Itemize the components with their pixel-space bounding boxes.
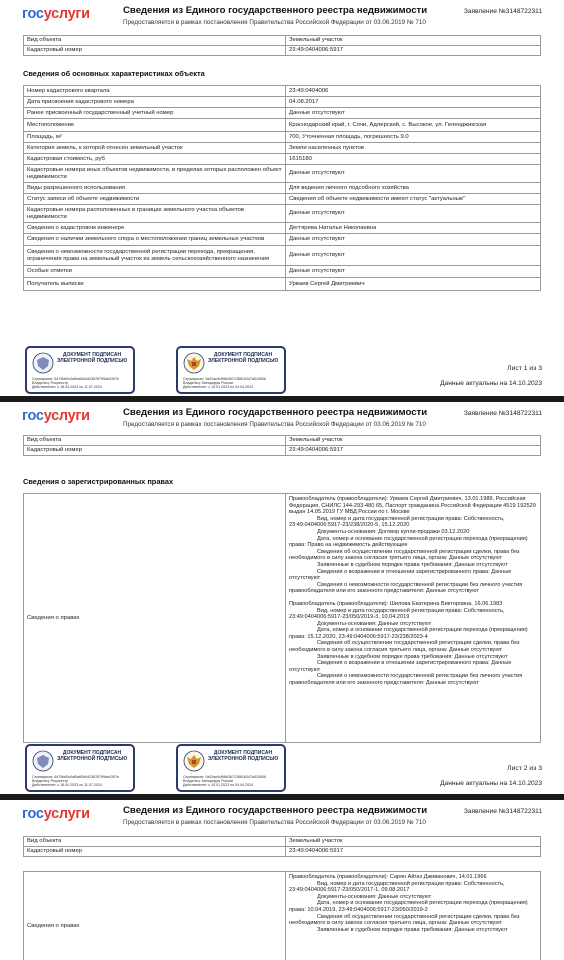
- document-subtitle: Предоставляется в рамках постановления Правительства Российской Федерации от 03.06.2019 № 710: [123, 421, 426, 428]
- rights-line: Сведения о возражении в отношении зарегистрированного права: Данные отсутствуют: [289, 660, 512, 673]
- data-actual-date: Данные актуальны на 14.10.2023: [440, 780, 542, 787]
- row-value: Урваев Сергей Дмитриевич: [286, 278, 541, 291]
- stamp-owner: Владелец: Росреестр: [32, 381, 69, 386]
- row-label: Сведения о наличии земельного спора о местоположении границ земельных участков: [24, 234, 286, 246]
- rights-label: Сведения о правах: [24, 872, 286, 960]
- rights-line: Заявленные в судебном порядке права требования: Данные отсутствуют: [317, 561, 508, 568]
- stamp-owner: Владелец: Минцифры России: [183, 779, 234, 784]
- document-page-3: [0, 800, 564, 960]
- rights-line: Сведения о невозможности государственной регистрации без личного участия правообладателя или его законного представителя: Данные отсутствуют: [289, 673, 523, 687]
- signature-stamp-mintsifry: [176, 346, 286, 394]
- rights-line: Заявленные в судебном порядке права требования: Данные отсутствуют: [317, 926, 508, 933]
- stamp-text: ДОКУМЕНТ ПОДПИСАН ЭЛЕКТРОННОЙ ПОДПИСЬЮ: [207, 352, 279, 364]
- row-label: Сведения о невозможности государственной регистрации перехода, прекращения, ограничения права на земельный участок из земель сельскохозяйственного назначения: [24, 246, 286, 266]
- row-label: Виды разрешенного использования: [24, 183, 286, 194]
- object-table: [23, 435, 541, 456]
- row-value: Земли населенных пунктов: [286, 143, 541, 154]
- rights-table: [23, 871, 541, 960]
- request-number: Заявление №3148722311: [463, 8, 542, 15]
- data-actual-date: Данные актуальны на 14.10.2023: [440, 380, 542, 387]
- row-value: Дегтярева Наталья Николаевна: [286, 223, 541, 234]
- rights-line: Дата, номер и основание государственной регистрации перехода (прекращения) права: 15.12.2020, 23:49:0404006:5917-23/238/2023-4: [289, 627, 528, 640]
- row-value: 04.08.2017: [286, 97, 541, 108]
- rights-value: [286, 494, 541, 743]
- table-row: [24, 165, 541, 183]
- table-row: [24, 119, 541, 132]
- gosuslugi-logo: [22, 806, 90, 822]
- signature-stamp-mintsifry: [176, 744, 286, 792]
- request-number: Заявление №3148722311: [463, 410, 542, 417]
- table-row: [24, 132, 541, 143]
- row-value: Данные отсутствуют: [286, 108, 541, 119]
- row-label: Кадастровый номер: [24, 445, 286, 455]
- stamp-cert: Сертификат: 6479b60c0af5a60b0d23878799ab4397e: [32, 775, 120, 779]
- table-row: [24, 494, 541, 743]
- rights-line: Сведения об осуществлении государственной регистрации сделки, права без необходимого в силу закона согласия третьего лица, органа: Данные отсутствуют: [289, 640, 520, 654]
- stamp-text: ДОКУМЕНТ ПОДПИСАН ЭЛЕКТРОННОЙ ПОДПИСЬЮ: [207, 750, 279, 762]
- logo-text-1: гос: [22, 6, 44, 22]
- row-label: Кадастровая стоимость, руб: [24, 154, 286, 165]
- row-value: Краснодарский край, г. Сочи, Адлерский, с. Высокое, ул. Геленджикская: [286, 119, 541, 132]
- row-value: Данные отсутствуют: [286, 165, 541, 183]
- table-row: [24, 846, 541, 856]
- table-row: [24, 837, 541, 847]
- stamp-valid: Действителен: с 10.01.2023 по 04.04.2024: [183, 385, 254, 390]
- rights-line: Правообладатель (правообладатели): Сарян Айгаз Дживанович, 14.01.1966: [289, 874, 487, 880]
- table-row: [24, 246, 541, 266]
- row-label: Статус записи об объекте недвижимости: [24, 194, 286, 205]
- rights-line: Сведения об осуществлении государственной регистрации сделки, права без необходимого в силу закона согласия третьего лица, органа: Данные отсутствуют: [289, 913, 520, 927]
- row-label: Площадь, м²: [24, 132, 286, 143]
- rights-line: Вид, номер и дата государственной регистрации права: Собственность, 23:49:0404006:5917-23/050/2019-3, 10.04.2019: [289, 607, 505, 621]
- signature-stamp-rosreestr: [25, 744, 135, 792]
- row-label: Вид объекта: [24, 837, 286, 847]
- rights-line: Вид, номер и дата государственной регистрации права: Собственность, 23:49:0404006:5917-23/238/2020-5, 15.12.2020: [289, 515, 505, 529]
- rights-line: Дата, номер и основание государственной регистрации перехода (прекращения) права: Право на недвижимость действующее: [289, 535, 528, 549]
- row-value: Для ведения личного подсобного хозяйства: [286, 183, 541, 194]
- stamp-meta: [183, 377, 281, 390]
- logo-text-2: услуги: [43, 6, 90, 22]
- row-label: Дата присвоения кадастрового номера: [24, 97, 286, 108]
- rights-line: Документы-основания: Данные отсутствуют: [317, 620, 432, 627]
- stamp-valid: Действителен: с 18.04.2023 по 11.07.2024: [32, 783, 102, 788]
- gosuslugi-logo: [22, 408, 90, 424]
- row-value: 23:49:0404006:5917: [286, 846, 541, 856]
- row-label: Вид объекта: [24, 36, 286, 46]
- logo-text-2: услуги: [43, 408, 90, 424]
- row-value: Земельный участок: [286, 36, 541, 46]
- row-label: Номер кадастрового квартала: [24, 86, 286, 97]
- sheet-number: Лист 1 из 3: [507, 365, 542, 372]
- document-subtitle: Предоставляется в рамках постановления Правительства Российской Федерации от 03.06.2019 № 710: [123, 19, 426, 26]
- row-label: Кадастровый номер: [24, 846, 286, 856]
- table-row: [24, 194, 541, 205]
- row-value: Земельный участок: [286, 436, 541, 446]
- row-value: 23:49:0404006: [286, 86, 541, 97]
- rights-line: Дата, номер и основание государственной регистрации перехода (прекращения) права: 10.04.2019, 23:49:0404006:5917-23/050/2019-2: [289, 900, 528, 913]
- rights-line: Заявленные в судебном порядке права требования: Данные отсутствуют: [317, 653, 508, 660]
- row-value: Данные отсутствуют: [286, 205, 541, 223]
- row-label: Получатель выписки: [24, 278, 286, 291]
- rights-label: Сведения о правах: [24, 494, 286, 743]
- row-value: 700, Уточненная площадь, погрешность 9.0: [286, 132, 541, 143]
- stamp-meta: [32, 377, 130, 390]
- stamp-owner: Владелец: Росреестр: [32, 779, 69, 784]
- page-header: [0, 800, 564, 832]
- row-label: Кадастровые номера расположенных в границах земельного участка объектов недвижимости: [24, 205, 286, 223]
- table-row: [24, 97, 541, 108]
- row-label: Особые отметки: [24, 266, 286, 278]
- coat-of-arms-icon: [183, 352, 205, 374]
- row-value: Данные отсутствуют: [286, 246, 541, 266]
- stamp-valid: Действителен: с 10.01.2023 по 04.04.2024: [183, 783, 254, 788]
- stamp-text: ДОКУМЕНТ ПОДПИСАН ЭЛЕКТРОННОЙ ПОДПИСЬЮ: [56, 352, 128, 364]
- row-label: Сведения о кадастровом инженере: [24, 223, 286, 234]
- table-row: [24, 278, 541, 291]
- table-row: [24, 223, 541, 234]
- rights-line: Документы-основания: Договор купли-продажи 03.12.2020: [317, 528, 470, 535]
- rights-line: Документы-основания: Данные отсутствуют: [317, 893, 432, 900]
- table-row: [24, 45, 541, 55]
- row-value: Данные отсутствуют: [286, 266, 541, 278]
- rights-line: Правообладатель (правообладатели): Шилова Екатерина Викторовна, 16.06.1983: [289, 600, 503, 607]
- stamp-text: ДОКУМЕНТ ПОДПИСАН ЭЛЕКТРОННОЙ ПОДПИСЬЮ: [56, 750, 128, 762]
- rights-table: [23, 493, 541, 743]
- rights-value: [286, 872, 541, 960]
- row-value: Данные отсутствуют: [286, 234, 541, 246]
- stamp-owner: Владелец: Минцифры России: [183, 381, 234, 386]
- stamp-valid: Действителен: с 18.04.2023 по 11.07.2024: [32, 385, 102, 390]
- table-row: [24, 86, 541, 97]
- rights-line: Сведения об осуществлении государственной регистрации сделки, права без необходимого в силу закона согласия третьего лица, органа: Данные отсутствуют: [289, 548, 520, 562]
- row-value: Земельный участок: [286, 837, 541, 847]
- logo-text-2: услуги: [43, 806, 90, 822]
- row-value: Сведения об объекте недвижимости имеют статус "актуальные": [286, 194, 541, 205]
- logo-text-1: гос: [22, 408, 44, 424]
- coat-of-arms-icon: [183, 750, 205, 772]
- table-row: [24, 108, 541, 119]
- characteristics-table: [23, 85, 541, 291]
- row-label: Вид объекта: [24, 436, 286, 446]
- table-row: [24, 234, 541, 246]
- stamp-cert: Сертификат: 0a20ac9cf66b367138816347a515506: [183, 775, 266, 779]
- table-row: [24, 872, 541, 960]
- row-label: Ранее присвоенный государственный учетный номер: [24, 108, 286, 119]
- rights-line: Сведения о невозможности государственной регистрации без личного участия правообладателя или его законного представителя: Данные отсутствуют: [289, 581, 523, 595]
- document-subtitle: Предоставляется в рамках постановления Правительства Российской Федерации от 03.06.2019 № 710: [123, 819, 426, 826]
- table-row: [24, 36, 541, 46]
- request-number: Заявление №3148722311: [463, 808, 542, 815]
- page-header: [0, 402, 564, 434]
- document-title: Сведения из Единого государственного реестра недвижимости: [123, 407, 428, 418]
- rights-line: Вид, номер и дата государственной регистрации права: Собственность, 23:49:0404006:5917-23/050/2017-1, 09.08.2017: [289, 880, 505, 894]
- section-title: Сведения об основных характеристиках объекта: [23, 69, 205, 78]
- table-row: [24, 154, 541, 165]
- sheet-number: Лист 2 из 3: [507, 765, 542, 772]
- table-row: [24, 205, 541, 223]
- document-page-2: [0, 402, 564, 794]
- table-row: [24, 183, 541, 194]
- table-row: [24, 143, 541, 154]
- emblem-icon: [32, 352, 54, 374]
- row-label: Категория земель, к которой отнесен земельный участок: [24, 143, 286, 154]
- page-header: [0, 0, 564, 32]
- document-page-1: [0, 0, 564, 396]
- logo-text-1: гос: [22, 806, 44, 822]
- stamp-meta: [32, 775, 130, 788]
- row-value: 1615180: [286, 154, 541, 165]
- rights-line: Правообладатель (правообладатели): Урваев Сергей Дмитриевич, 13.01.1989, Российская Федерация, СНИЛС 144-293-480 65, Паспорт гражданина Российской Федерации 4519 192529 выдан 14.05.2019 ГУ МВД России по г. Москве: [289, 496, 536, 516]
- object-table: [23, 836, 541, 857]
- gosuslugi-logo: [22, 6, 90, 22]
- rights-line: Сведения о возражении в отношении зарегистрированного права: Данные отсутствуют: [289, 568, 512, 582]
- row-label: Кадастровые номера иных объектов недвижимости, в пределах которых расположен объект недвижимости: [24, 165, 286, 183]
- object-table: [23, 35, 541, 56]
- signature-stamp-rosreestr: [25, 346, 135, 394]
- table-row: [24, 445, 541, 455]
- section-title: Сведения о зарегистрированных правах: [23, 477, 174, 486]
- row-label: Кадастровый номер: [24, 45, 286, 55]
- stamp-meta: [183, 775, 281, 788]
- emblem-icon: [32, 750, 54, 772]
- stamp-cert: Сертификат: 6479b60c0af5a60b0d23878799ab4397e: [32, 377, 120, 381]
- row-label: Местоположение: [24, 119, 286, 132]
- table-row: [24, 436, 541, 446]
- document-title: Сведения из Единого государственного реестра недвижимости: [123, 5, 428, 16]
- table-row: [24, 266, 541, 278]
- row-value: 23:49:0404006:5917: [286, 445, 541, 455]
- row-value: 23:49:0404006:5917: [286, 45, 541, 55]
- document-title: Сведения из Единого государственного реестра недвижимости: [123, 805, 428, 816]
- stamp-cert: Сертификат: 0a20ac9cf66b367138816347a515506: [183, 377, 266, 381]
